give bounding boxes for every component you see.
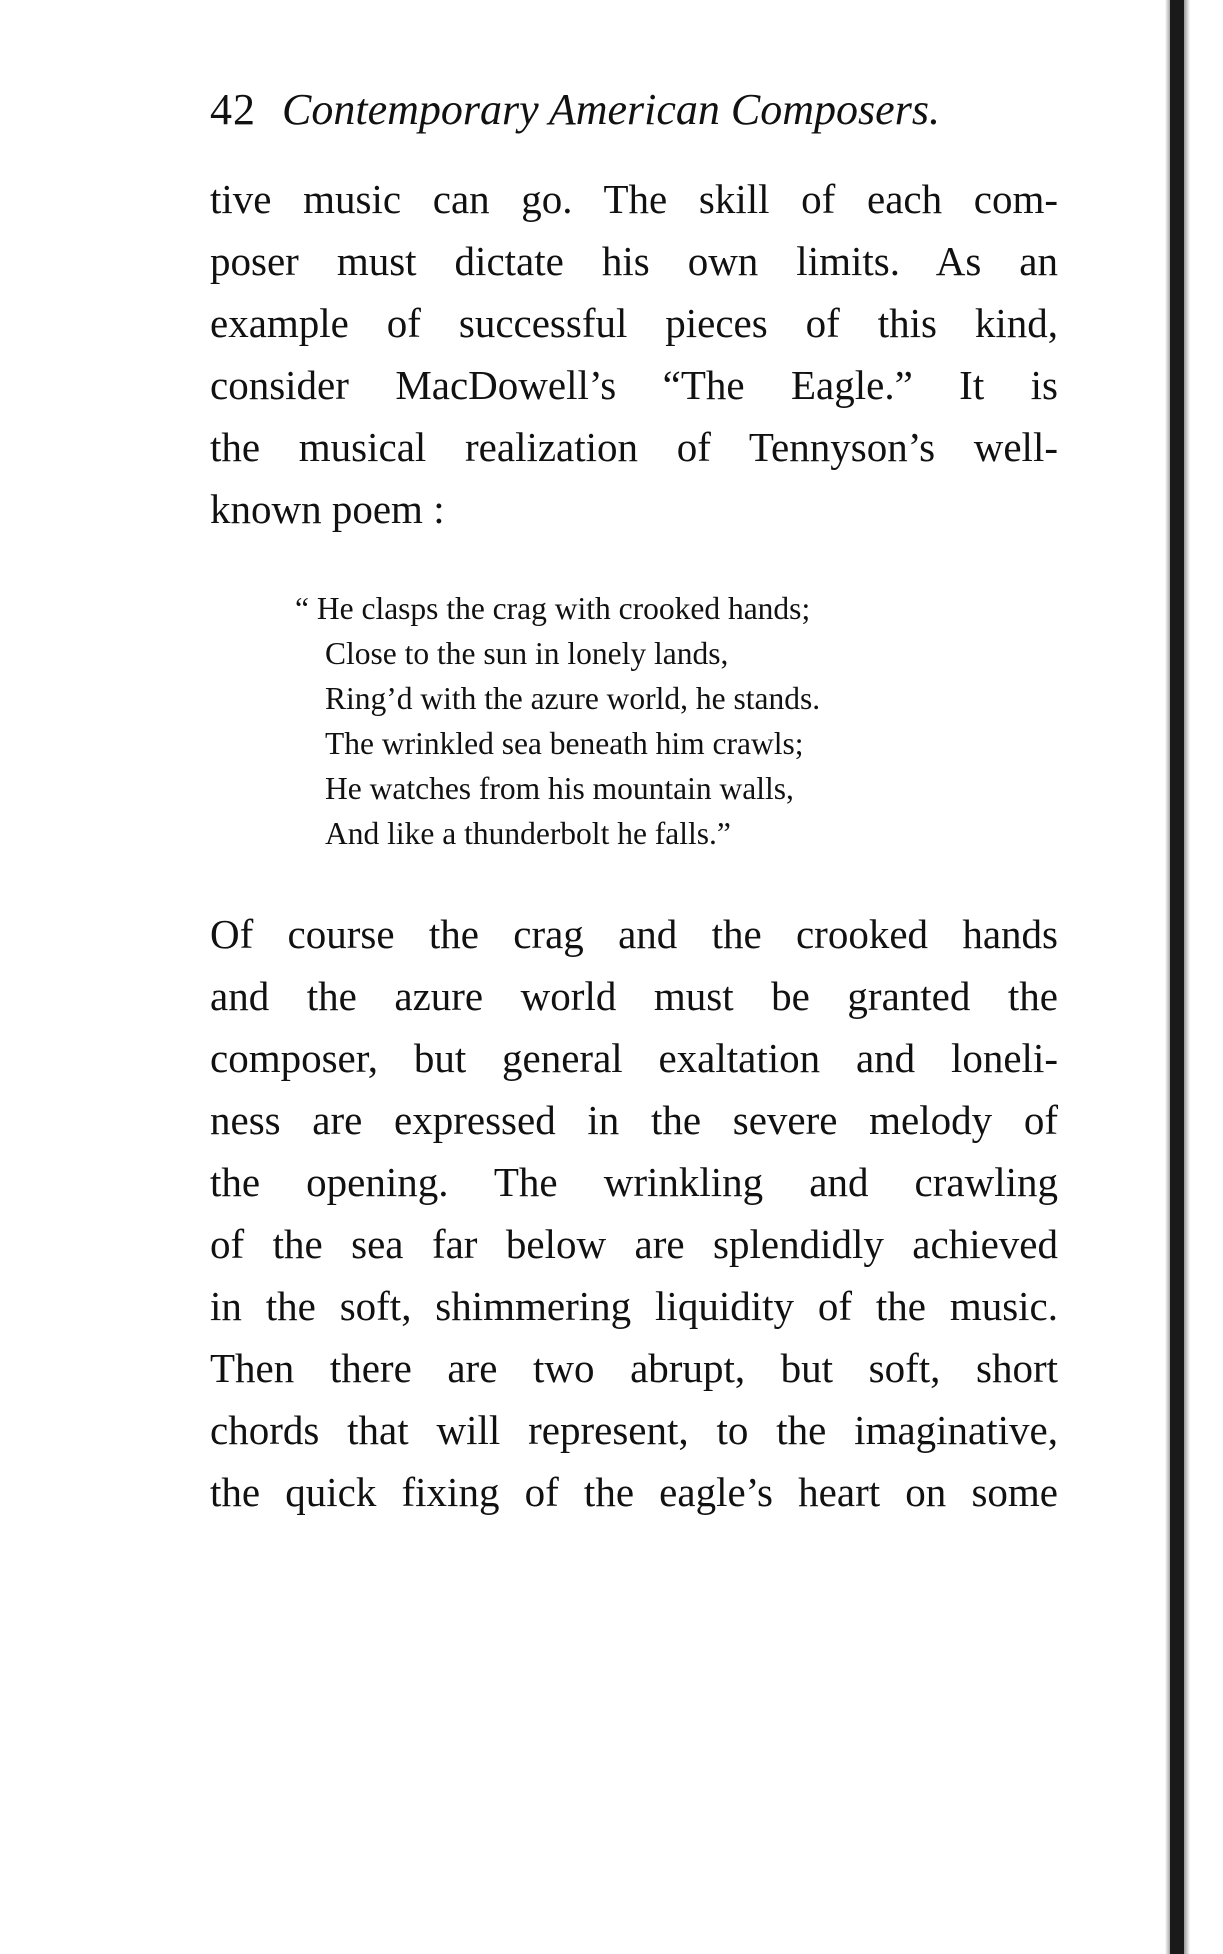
text-line: Then there are two abrupt, but soft, short <box>210 1345 1058 1391</box>
page-edge-shadow <box>1170 0 1184 1954</box>
text-line: chords that will represent, to the imaginative, <box>210 1407 1058 1453</box>
text-line: of the sea far below are splendidly achieved <box>210 1221 1058 1267</box>
text-line: known poem : <box>210 486 445 532</box>
text-line: tive music can go. The skill of each com- <box>210 176 1058 222</box>
text-line: Of course the crag and the crooked hands <box>210 911 1058 957</box>
text-line: ness are expressed in the severe melody of <box>210 1097 1058 1143</box>
poem-line: Close to the sun in lonely lands, <box>325 636 729 671</box>
text-line: in the soft, shimmering liquidity of the music. <box>210 1283 1058 1329</box>
text-line: example of successful pieces of this kind, <box>210 300 1058 346</box>
text-line: the musical realization of Tennyson’s well- <box>210 424 1058 470</box>
paragraph-2 <box>210 903 1058 1523</box>
poem-line: He watches from his mountain walls, <box>325 771 794 806</box>
paragraph-1 <box>210 168 1058 540</box>
page-number: 42 <box>210 85 256 134</box>
poem-line: And like a thunderbolt he falls.” <box>325 816 731 851</box>
text-line: the opening. The wrinkling and crawling <box>210 1159 1058 1205</box>
text-line: poser must dictate his own limits. As an <box>210 238 1058 284</box>
text-line: the quick fixing of the eagle’s heart on some <box>210 1469 1058 1515</box>
book-title: Contemporary American Composers. <box>282 85 940 134</box>
poem-quote <box>295 586 975 856</box>
text-line: consider MacDowell’s “The Eagle.” It is <box>210 362 1058 408</box>
poem-line: Ring’d with the azure world, he stands. <box>325 681 821 716</box>
poem-line: “ He clasps the crag with crooked hands; <box>295 591 811 626</box>
text-line: composer, but general exaltation and loneli- <box>210 1035 1058 1081</box>
poem-line: The wrinkled sea beneath him crawls; <box>325 726 804 761</box>
running-head <box>210 85 1060 135</box>
text-line: and the azure world must be granted the <box>210 973 1058 1019</box>
